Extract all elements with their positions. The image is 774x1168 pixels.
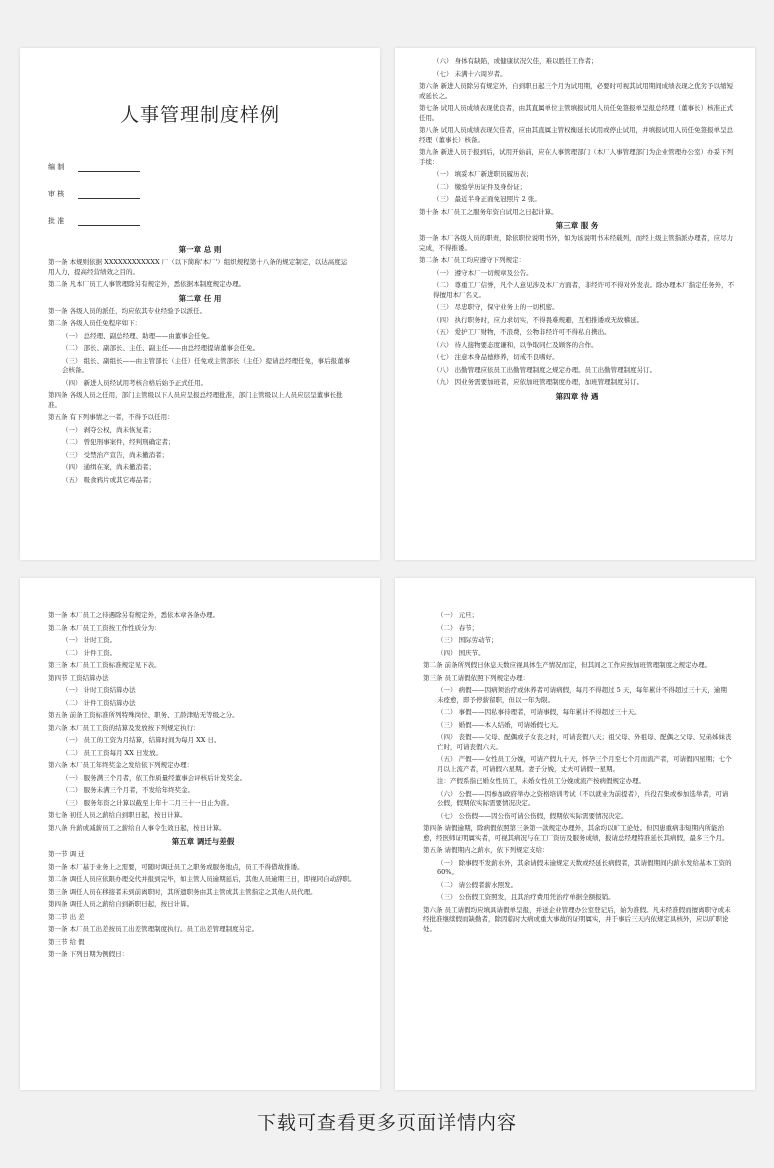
paragraph: 第一条 本规则依据 XXXXXXXXXXXX 厂（以下简称'本厂'）组织规程第十八条的规定制定，以达高度运用人力，提高经营绩效之目的。: [48, 258, 348, 276]
paragraph: 第四条 请假逾期，除病假依照第三条第一款规定办理外，其余均以旷工论处。但因患重病非短期内所能治愈，经医师证明属实者，可视其病况与在工厂资历及服务成绩，报请总经理特准延长其病假，最多三个月。: [423, 824, 729, 842]
paragraph: 第八条 升薪或减薪员工之薪给自人事令生效日起，按日计算。: [48, 823, 226, 832]
paragraph: （七） 未满十六周岁者。: [433, 69, 507, 78]
signature-row: [48, 217, 352, 226]
paragraph: 第六条 本厂员工工资的结算及发放按下列规定执行：: [48, 723, 200, 732]
signature-line: [78, 191, 140, 199]
paragraph: 第一条 本厂员工出差按员工出差管理制度执行。员工出差管理制度另定。: [48, 925, 259, 933]
paragraph: （四） 国庆节。: [437, 648, 485, 657]
paragraph: 第四条 各级人员之任用，部门主管级以下人员应呈报总经理批准，部门主管级以上人员应层呈董事长批准。: [48, 391, 343, 409]
paragraph: 第五条 请假期内之薪水，依下列规定支给：: [423, 846, 549, 854]
signature-row: [48, 190, 352, 199]
chapter-heading: 第三章 服 务: [555, 221, 599, 230]
paragraph: （一） 剥夺公权，尚未恢复者；: [62, 425, 156, 434]
paragraph: （八） 出勤管理应依员工出勤管理制度之规定办理。员工出勤管理制度另订。: [433, 365, 657, 374]
paragraph: （四） 执行职务时，应力求切实，不得畏难规避，互相推诿或无故稽延。: [433, 315, 644, 324]
paragraph: （一） 计时工资。: [62, 636, 117, 644]
document-title: 人事管理制度样例: [119, 104, 280, 126]
paragraph: （九） 因业务需要加班者，应依加班管理制度办理，加班管理制度另订。: [433, 378, 644, 386]
signature-label: 审 核: [48, 190, 65, 198]
paragraph: （二） 缴验学历证件及身份证；: [433, 182, 527, 191]
paragraph: （一） 计时工资结算办法: [62, 686, 136, 694]
paragraph: （七） 公伤假——因公伤可请公伤假，假期依实际需要情况决定。: [437, 811, 628, 820]
document-page-3: [20, 578, 380, 1090]
paragraph: （四） 通缉在案，尚未撤消者；: [62, 463, 156, 471]
paragraph: 第二节 出 差: [48, 912, 85, 921]
paragraph: 第六条 员工请假均应填具请假单呈报，并送企业管理办公室登记后，始为准假。凡未经准假而擅离职守或未经批准继续假而缺勤者，除因临时大病或重大事故的证明属实，并于事后三天内依规定具核外，应以旷职论处。: [423, 905, 731, 933]
chapter-heading: 第二章 任 用: [178, 293, 222, 303]
paragraph: （二） 员工工资每月 XX 日发放。: [62, 748, 162, 757]
paragraph: （一） 员工的工资为月结算，结算时间为每月 XX 日。: [62, 736, 221, 744]
paragraph: 第一条 本厂员工之待遇除另有规定外，悉依本章各条办理。: [48, 611, 220, 619]
document-page-2: [395, 48, 755, 560]
paragraph: （四） 新进人员经试用考核合格后始予正式任用。: [62, 378, 208, 387]
paragraph: （二） 计件工资结算办法: [62, 698, 136, 707]
paragraph: （三） 最近半身正面免冠照片 2 张。: [433, 195, 541, 203]
paragraph: （四） 丧假——父母、配偶或子女丧之时，可请丧假八天；祖父母、外祖母、配偶之父母、兄弟姊妹丧亡时，可请丧假六天。: [437, 733, 732, 751]
paragraph: （二） 事假——因私事待理者，可请事假，每年累计不得超过三十天。: [437, 708, 641, 716]
document-page-4: [395, 578, 755, 1090]
paragraph: （三） 服务年资之计算以截至上年十二月三十一日止为准。: [62, 798, 234, 807]
paragraph: （五） 爱护工厂财物，不浪费，公物非经许可不得私自携出。: [433, 328, 611, 336]
paragraph: （五） 产假——女性员工分娩，可请产假九十天，怀孕三个月至七个月而流产者，可请假四星期；七个月以上流产者，可请假六星期。妻子分娩，丈夫可请假一星期。: [437, 755, 732, 773]
paragraph: 第四条 调任人员之薪给自到新职日起，按日计算。: [48, 900, 194, 908]
paragraph: 第五条 有下列事情之一者，不得予以任用：: [48, 413, 174, 421]
paragraph: 第二条 本厂员工均应遵守下列规定：: [419, 256, 526, 264]
paragraph: （二） 请公假者薪水照发。: [437, 880, 518, 889]
signature-line: [78, 164, 140, 172]
paragraph: 第九条 新进人员于报到后，试用开始前，应在人事管理部门（本厂人事管理部门为企业管理办公室）办妥下列手续：: [419, 148, 734, 166]
paragraph: 第一节 调 迁: [48, 850, 85, 858]
page-body: [423, 611, 733, 934]
signature-row: [48, 163, 352, 172]
paragraph: （六） 待人接物要态度谦和，以争取同仁及顾客的合作。: [433, 340, 598, 349]
paragraph: 第二条 本厂员工工资按工作性质分为：: [48, 623, 161, 632]
paragraph: （二） 尊重工厂信誉，凡个人意见涉及本厂方面者，非经许可不得对外发表。除办理本厂指定任务外，不得擅用本厂名义。: [433, 281, 735, 299]
paragraph: 第二条 前条所列假日休息天数应视具体生产情况而定，但其间之工作应按加班管理制度之规定办理。: [423, 661, 712, 669]
paragraph: 第二条 各级人员任免程序如下：: [48, 319, 142, 327]
download-caption[interactable]: 下载可查看更多页面详情内容: [256, 1112, 517, 1134]
chapter-heading: 第四章 待 遇: [555, 391, 599, 401]
document-page-1: [20, 48, 380, 560]
paragraph: （六） 身体有缺陷，或健康状况欠佳，难以胜任工作者；: [433, 57, 598, 65]
paragraph: （二） 服务未满三个月者，不发给年终奖金。: [62, 786, 195, 794]
paragraph: 注：产假系指已婚女性员工，未婚女性员工分娩或流产按病假规定办理。: [437, 777, 645, 785]
paragraph: （六） 公假——因参加政府举办之资格培训考试（不以就业为前提者），兵役召集或参加选举者，可请公假，假期依实际需要情况决定。: [437, 789, 729, 807]
paragraph: （七） 注意本身品德修养，切戒不良嗜好。: [433, 353, 559, 361]
paragraph: （二） 部长、副部长、主任、副主任——由总经理提请董事会任免。: [62, 344, 260, 352]
paragraph: （一） 除事假不发薪水外，其余请假未逾规定天数或经延长病假者，其请假期间内薪水发给基本工资的 60%。: [437, 858, 732, 876]
paragraph: （三） 组长、副组长——由主管部长（主任）任免或主管部长（主任）提请总经理任免，事后报董事会核备。: [62, 356, 351, 374]
paragraph: 第三条 员工请假依照下列规定办理：: [423, 673, 530, 682]
paragraph: 第三条 调任人员在移接者未到前离职时，其所遗职务由其主管或其主管指定之其他人员代理。: [48, 887, 317, 896]
signature-line: [78, 218, 140, 226]
paragraph: （一） 元旦；: [437, 611, 479, 619]
paragraph: 第六条 新进人员除另有规定外，自到职日起三个月为试用期，必要时可视其试用期间成绩表现之优劣予以缩短或延长之。: [419, 82, 734, 100]
signature-label: 编 制: [48, 163, 65, 171]
paragraph: 第一条 下列日期为例假日：: [48, 950, 129, 958]
page-body: [48, 244, 352, 485]
paragraph: （三） 受禁治产宣告，尚未撤消者；: [62, 450, 169, 459]
paragraph: （三） 尽忠职守，保守业务上的一切机密。: [433, 303, 559, 311]
paragraph: 第六条 本厂员工年终奖金之发给依下列规定办理：: [48, 761, 194, 769]
paragraph: （二） 曾犯刑事案件，经判刑确定者；: [62, 438, 175, 446]
paragraph: 第七条 试用人员成绩表现优良者，由其直属单位主管填报试用人员任免签报单呈报总经理（董事长）核准正式任用。: [419, 104, 734, 122]
paragraph: 第七条 初任人员之薪给自到职日起，按日计算。: [48, 811, 187, 819]
paragraph: 第五条 前条工资标准所列特殊岗位、职务、工龄津贴无等级之分。: [48, 711, 239, 719]
chapter-heading: 第五章 调迁与差假: [171, 837, 235, 846]
paragraph: 第一条 本厂各级人员的职责，除依职位说明书外，如为该说明书未经载列，而经上级主管指派办理者，应尽力完成，不得推诿。: [419, 234, 734, 252]
paragraph: （一） 服务满三个月者，依工作质量经董事会评核后计发奖金。: [62, 773, 247, 782]
page-body: [419, 57, 735, 402]
paragraph: （一） 填妥本厂新进职员履历表；: [433, 170, 533, 178]
paragraph: 第一条 各级人员的派任，均应依其专业经验予以派任。: [48, 306, 207, 315]
paragraph: 第三节 给 假: [48, 937, 85, 946]
paragraph: 第一条 本厂基于业务上之需要，可随时调迁员工之职务或服务地点，员工不得借故推诿。: [48, 862, 304, 871]
paragraph: （一） 病假——因病须治疗或休养者可请病假，每月不得超过 5 天，每年累计不得超过三十天，逾期未痊愈，即予停薪留职，但以一年为限。: [437, 686, 727, 704]
paragraph: （二） 计件工资。: [62, 648, 117, 657]
chapter-heading: 第一章 总 则: [178, 245, 222, 254]
paragraph: （一） 遵守本厂一切规章及公告。: [433, 268, 533, 277]
paragraph: 第四节 工资结算办法: [48, 673, 109, 682]
paragraph: （二） 春节；: [437, 623, 479, 632]
paragraph: 第八条 试用人员成绩表现欠佳者，应由其直属主管权衡延长试用或停止试用，并填报试用人员任免签报单呈总经理（董事长）核备。: [419, 126, 734, 144]
paragraph: （五） 吸食鸦片或其它毒品者；: [62, 475, 156, 484]
paragraph: 第三条 本厂员工工资标准规定见下表。: [48, 661, 161, 669]
paragraph: 第二条 凡本厂员工人事管理除另有规定外，悉依据本制度规定办理。: [48, 280, 246, 288]
page-body: [48, 611, 358, 960]
paragraph: （三） 公伤假工资照发，且其治疗费用凭治疗单据全额报销。: [437, 893, 615, 901]
signature-label: 批 准: [48, 217, 65, 225]
signature-block: [48, 163, 352, 226]
paragraph: 第十条 本厂员工之服务年资自试用之日起计算。: [419, 207, 558, 216]
paragraph: （三） 国际劳动节；: [437, 636, 498, 644]
paragraph: （一） 总经理、副总经理、助理——由董事会任免。: [62, 331, 214, 340]
paragraph: 第二条 调任人员应依限办理交代并报到完毕，如主管人员逾期延后，其他人员逾期三日，即视同自动辞职。: [48, 875, 356, 883]
paragraph: （三） 婚假——本人结婚，可请婚假七天。: [437, 720, 563, 729]
